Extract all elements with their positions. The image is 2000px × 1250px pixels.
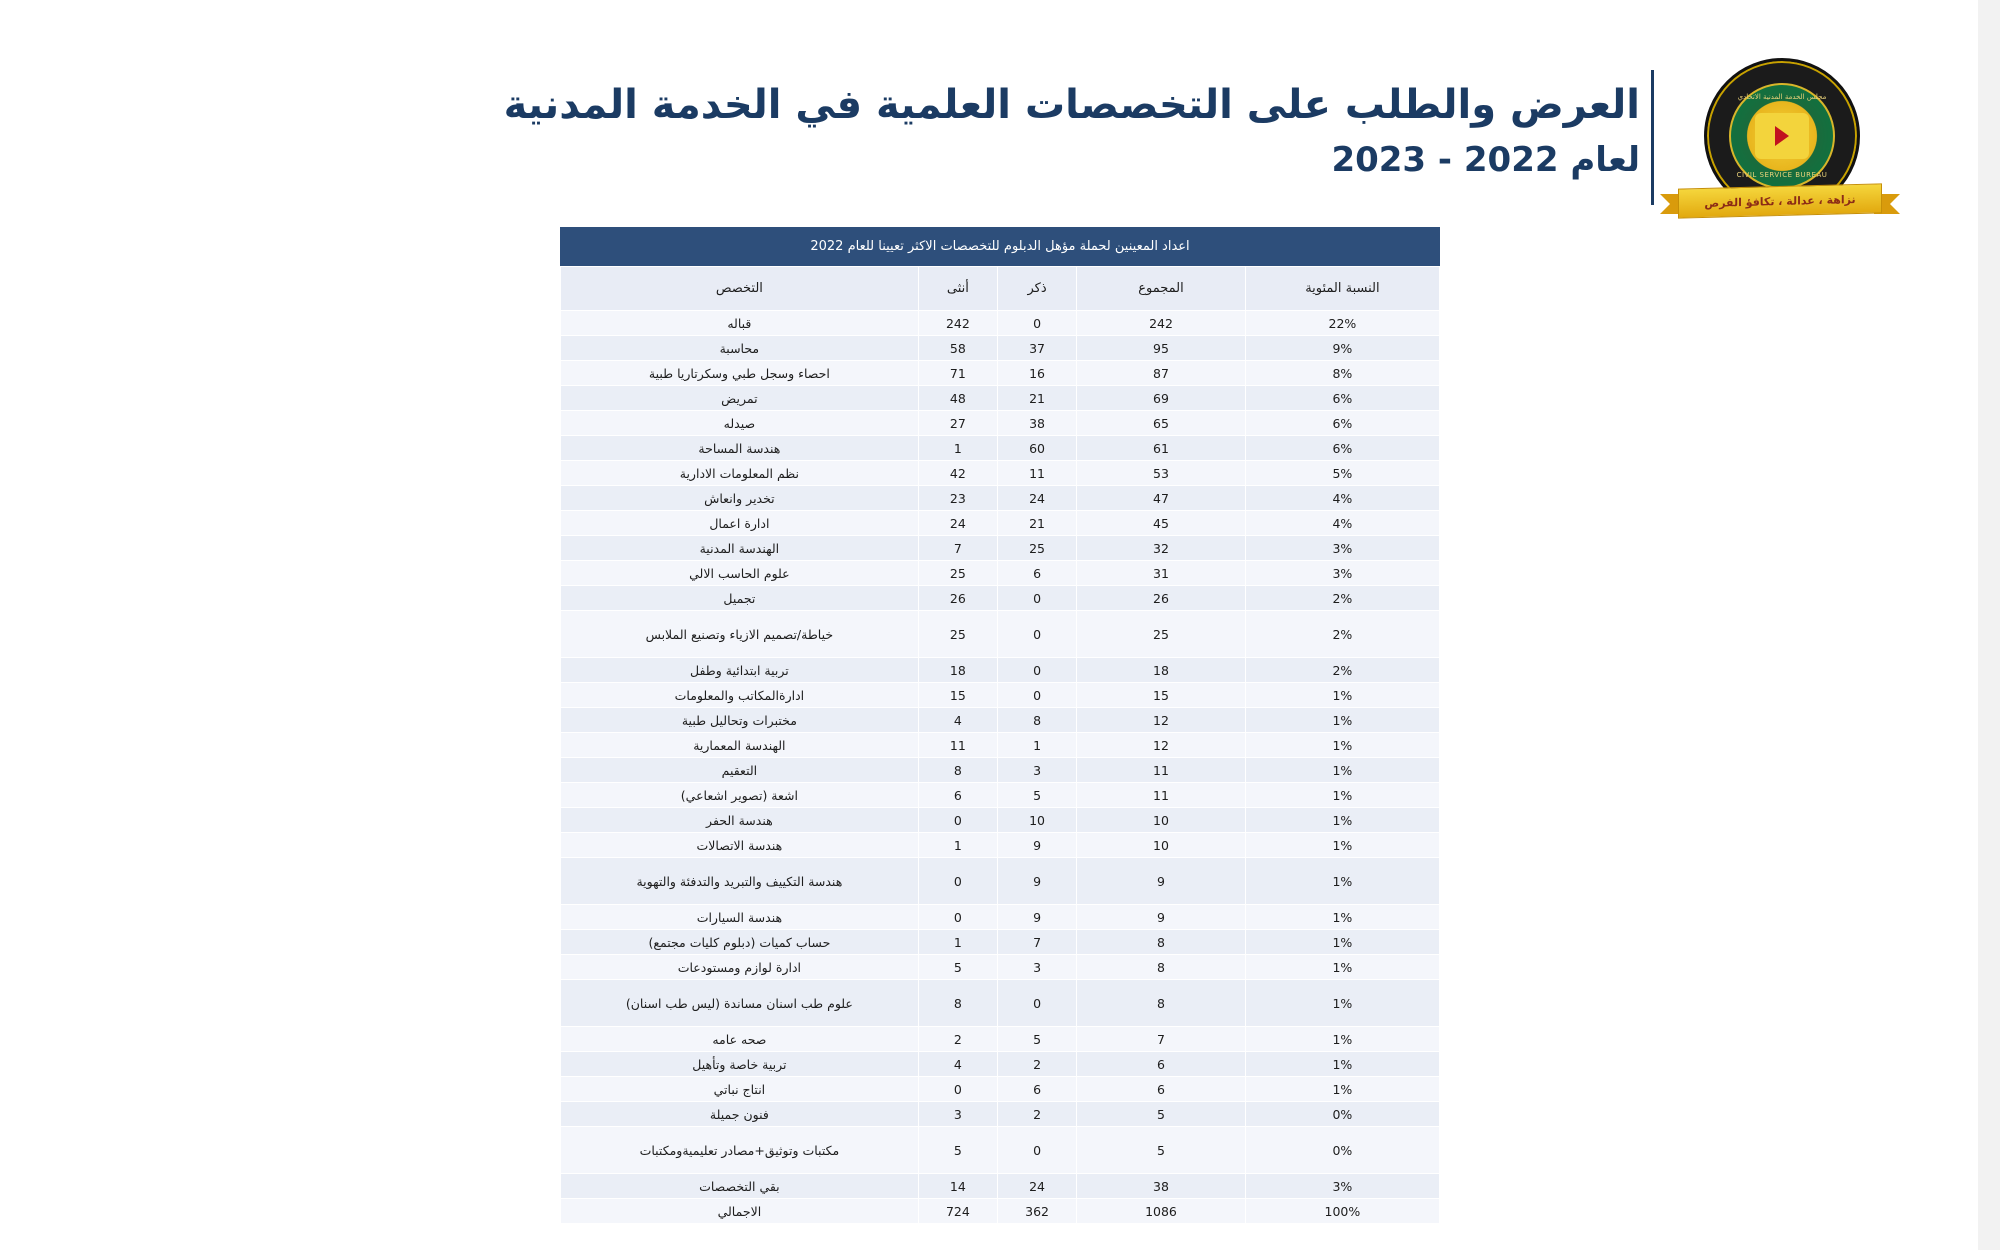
cell-total: 26 [1077,586,1246,611]
header-divider [1651,70,1654,205]
cell-specialization: علوم طب اسنان مساندة (ليس طب اسنان) [561,980,919,1027]
cell-female: 1 [918,833,997,858]
table-row [561,955,1440,980]
table-row [561,1102,1440,1127]
eagle-icon [1775,126,1789,146]
cell-specialization: الاجمالي [561,1199,919,1224]
table-row [561,683,1440,708]
cell-total: 69 [1077,386,1246,411]
table-row [561,486,1440,511]
cell-percentage: 1% [1245,833,1439,858]
cell-specialization: التعقيم [561,758,919,783]
cell-male: 0 [997,311,1076,336]
cell-male: 362 [997,1199,1076,1224]
table-row [561,1127,1440,1174]
cell-percentage: 1% [1245,955,1439,980]
cell-specialization: ادارة اعمال [561,511,919,536]
cell-male: 38 [997,411,1076,436]
table-row [561,658,1440,683]
cell-percentage: 2% [1245,658,1439,683]
table-row [561,611,1440,658]
cell-total: 10 [1077,833,1246,858]
cell-specialization: فنون جميلة [561,1102,919,1127]
cell-female: 42 [918,461,997,486]
cell-percentage: 1% [1245,733,1439,758]
seal-top-text: مجلس الخدمة المدنية الاتحادي [1737,93,1827,101]
cell-percentage: 0% [1245,1127,1439,1174]
cell-male: 2 [997,1102,1076,1127]
cell-female: 6 [918,783,997,808]
cell-female: 3 [918,1102,997,1127]
cell-total: 8 [1077,980,1246,1027]
cell-female: 48 [918,386,997,411]
cell-male: 3 [997,758,1076,783]
table-row [561,930,1440,955]
cell-total: 31 [1077,561,1246,586]
cell-total: 9 [1077,905,1246,930]
cell-total: 32 [1077,536,1246,561]
cell-female: 11 [918,733,997,758]
cell-specialization: صيدله [561,411,919,436]
cell-total: 12 [1077,708,1246,733]
cell-total: 1086 [1077,1199,1246,1224]
table-body [561,311,1440,1224]
cell-female: 25 [918,611,997,658]
cell-total: 65 [1077,411,1246,436]
cell-total: 25 [1077,611,1246,658]
table-row [561,411,1440,436]
cell-total: 6 [1077,1052,1246,1077]
cell-female: 58 [918,336,997,361]
table-row [561,586,1440,611]
cell-percentage: 0% [1245,1102,1439,1127]
cell-percentage: 6% [1245,411,1439,436]
cell-percentage: 9% [1245,336,1439,361]
cell-total: 95 [1077,336,1246,361]
cell-specialization: تربية ابتدائية وطفل [561,658,919,683]
ribbon-text: نزاهة ، عدالة ، تكافؤ الفرص [1704,192,1856,210]
cell-specialization: محاسبة [561,336,919,361]
column-header-female: أنثى [918,267,997,311]
cell-female: 0 [918,808,997,833]
cell-percentage: 2% [1245,611,1439,658]
cell-male: 1 [997,733,1076,758]
cell-male: 5 [997,1027,1076,1052]
cell-female: 25 [918,561,997,586]
cell-male: 37 [997,336,1076,361]
table-head [561,267,1440,311]
cell-total: 87 [1077,361,1246,386]
seal-inner-ring [1729,83,1835,189]
cell-specialization: بقي التخصصات [561,1174,919,1199]
cell-total: 12 [1077,733,1246,758]
cell-percentage: 6% [1245,386,1439,411]
cell-specialization: حساب كميات (دبلوم كليات مجتمع) [561,930,919,955]
table-row [561,511,1440,536]
cell-specialization: انتاج نباتي [561,1077,919,1102]
cell-specialization: مكتبات وتوثيق+مصادر تعليميةومكتبات [561,1127,919,1174]
table-row [561,311,1440,336]
seal-bottom-text: CIVIL SERVICE BUREAU [1736,171,1828,179]
table-row [561,808,1440,833]
table-row [561,980,1440,1027]
cell-female: 5 [918,955,997,980]
cell-total: 11 [1077,783,1246,808]
cell-specialization: علوم الحاسب الالي [561,561,919,586]
cell-male: 0 [997,658,1076,683]
cell-female: 8 [918,758,997,783]
cell-specialization: اشعة (تصوير اشعاعي) [561,783,919,808]
table-row [561,361,1440,386]
cell-specialization: هندسة المساحة [561,436,919,461]
cell-male: 21 [997,386,1076,411]
cell-male: 9 [997,858,1076,905]
cell-percentage: 6% [1245,436,1439,461]
cell-percentage: 1% [1245,930,1439,955]
seal-emblem-icon [1755,113,1809,159]
table-row [561,783,1440,808]
table-row [561,1027,1440,1052]
cell-percentage: 3% [1245,536,1439,561]
table-row [561,858,1440,905]
cell-specialization: هندسة الحفر [561,808,919,833]
cell-female: 71 [918,361,997,386]
cell-male: 5 [997,783,1076,808]
page-title: العرض والطلب على التخصصات العلمية في الخدمة المدنية [503,82,1640,128]
appointments-table [560,227,1440,1224]
cell-female: 14 [918,1174,997,1199]
title-block [504,80,1640,180]
cell-percentage: 3% [1245,561,1439,586]
table-row [561,905,1440,930]
cell-specialization: احصاء وسجل طبي وسكرتاريا طبية [561,361,919,386]
cell-total: 45 [1077,511,1246,536]
column-header-total: المجموع [1077,267,1246,311]
cell-female: 7 [918,536,997,561]
cell-male: 60 [997,436,1076,461]
cell-percentage: 1% [1245,858,1439,905]
cell-total: 5 [1077,1127,1246,1174]
cell-specialization: هندسة الاتصالات [561,833,919,858]
cell-female: 23 [918,486,997,511]
table-row [561,1052,1440,1077]
cell-female: 4 [918,1052,997,1077]
cell-percentage: 4% [1245,511,1439,536]
cell-total: 61 [1077,436,1246,461]
cell-female: 4 [918,708,997,733]
cell-total: 242 [1077,311,1246,336]
cell-male: 21 [997,511,1076,536]
cell-specialization: تخدير وانعاش [561,486,919,511]
cell-male: 3 [997,955,1076,980]
cell-male: 24 [997,1174,1076,1199]
table-header-row [561,267,1440,311]
cell-total: 15 [1077,683,1246,708]
cell-female: 242 [918,311,997,336]
cell-total: 38 [1077,1174,1246,1199]
table-row [561,1174,1440,1199]
table-row [561,733,1440,758]
cell-specialization: صحه عامه [561,1027,919,1052]
cell-total: 7 [1077,1027,1246,1052]
cell-female: 5 [918,1127,997,1174]
cell-male: 24 [997,486,1076,511]
cell-total: 8 [1077,955,1246,980]
cell-male: 9 [997,833,1076,858]
cell-percentage: 1% [1245,1027,1439,1052]
cell-male: 25 [997,536,1076,561]
cell-male: 0 [997,980,1076,1027]
right-side-band [1978,0,2000,1250]
cell-percentage: 1% [1245,1077,1439,1102]
table-caption: اعداد المعينين لحملة مؤهل الدبلوم للتخصصات الاكثر تعيينا للعام 2022 [560,227,1440,266]
cell-female: 0 [918,905,997,930]
cell-female: 0 [918,1077,997,1102]
cell-male: 0 [997,611,1076,658]
cell-male: 0 [997,1127,1076,1174]
cell-female: 1 [918,436,997,461]
table-row [561,386,1440,411]
cell-female: 8 [918,980,997,1027]
data-table-container [560,227,1440,1224]
cell-male: 7 [997,930,1076,955]
cell-female: 24 [918,511,997,536]
cell-percentage: 1% [1245,683,1439,708]
cell-specialization: قباله [561,311,919,336]
cell-specialization: ادارة لوازم ومستودعات [561,955,919,980]
cell-male: 0 [997,683,1076,708]
table-row [561,461,1440,486]
cell-female: 26 [918,586,997,611]
table-row [561,833,1440,858]
cell-male: 8 [997,708,1076,733]
cell-female: 15 [918,683,997,708]
column-header-male: ذكر [997,267,1076,311]
cell-percentage: 1% [1245,708,1439,733]
cell-specialization: هندسة التكييف والتبريد والتدفئة والتهوية [561,858,919,905]
page-header [0,28,1970,218]
cell-total: 18 [1077,658,1246,683]
cell-female: 724 [918,1199,997,1224]
cell-specialization: هندسة السيارات [561,905,919,930]
cell-total: 10 [1077,808,1246,833]
page-subtitle: لعام 2022 - 2023 [1331,140,1640,180]
cell-specialization: الهندسة المدنية [561,536,919,561]
organization-logo [1660,58,1900,228]
cell-specialization: الهندسة المعمارية [561,733,919,758]
ribbon-banner [1678,183,1882,218]
cell-percentage: 5% [1245,461,1439,486]
cell-female: 27 [918,411,997,436]
table-row-total [561,1199,1440,1224]
cell-female: 1 [918,930,997,955]
cell-specialization: نظم المعلومات الادارية [561,461,919,486]
cell-percentage: 100% [1245,1199,1439,1224]
cell-male: 6 [997,1077,1076,1102]
table-row [561,436,1440,461]
cell-specialization: تجميل [561,586,919,611]
cell-percentage: 1% [1245,980,1439,1027]
cell-total: 9 [1077,858,1246,905]
cell-total: 11 [1077,758,1246,783]
table-row [561,561,1440,586]
cell-total: 6 [1077,1077,1246,1102]
table-row [561,758,1440,783]
table-row [561,708,1440,733]
cell-male: 2 [997,1052,1076,1077]
cell-specialization: خياطة/تصميم الازياء وتصنيع الملابس [561,611,919,658]
table-row [561,336,1440,361]
cell-percentage: 2% [1245,586,1439,611]
table-row [561,536,1440,561]
cell-male: 6 [997,561,1076,586]
cell-percentage: 1% [1245,783,1439,808]
cell-specialization: ادارةالمكاتب والمعلومات [561,683,919,708]
cell-female: 2 [918,1027,997,1052]
cell-percentage: 1% [1245,1052,1439,1077]
cell-total: 5 [1077,1102,1246,1127]
cell-female: 18 [918,658,997,683]
table-row [561,1077,1440,1102]
cell-female: 0 [918,858,997,905]
cell-male: 0 [997,586,1076,611]
cell-percentage: 3% [1245,1174,1439,1199]
cell-specialization: تربية خاصة وتأهيل [561,1052,919,1077]
cell-total: 47 [1077,486,1246,511]
column-header-specialization: التخصص [561,267,919,311]
cell-male: 10 [997,808,1076,833]
cell-total: 8 [1077,930,1246,955]
cell-percentage: 1% [1245,758,1439,783]
cell-percentage: 1% [1245,905,1439,930]
column-header-percentage: النسبة المئوية [1245,267,1439,311]
cell-percentage: 4% [1245,486,1439,511]
cell-specialization: تمريض [561,386,919,411]
cell-male: 16 [997,361,1076,386]
cell-male: 9 [997,905,1076,930]
cell-percentage: 1% [1245,808,1439,833]
cell-total: 53 [1077,461,1246,486]
cell-percentage: 22% [1245,311,1439,336]
cell-male: 11 [997,461,1076,486]
cell-percentage: 8% [1245,361,1439,386]
logo-ribbon [1660,178,1900,224]
cell-specialization: مختبرات وتحاليل طبية [561,708,919,733]
